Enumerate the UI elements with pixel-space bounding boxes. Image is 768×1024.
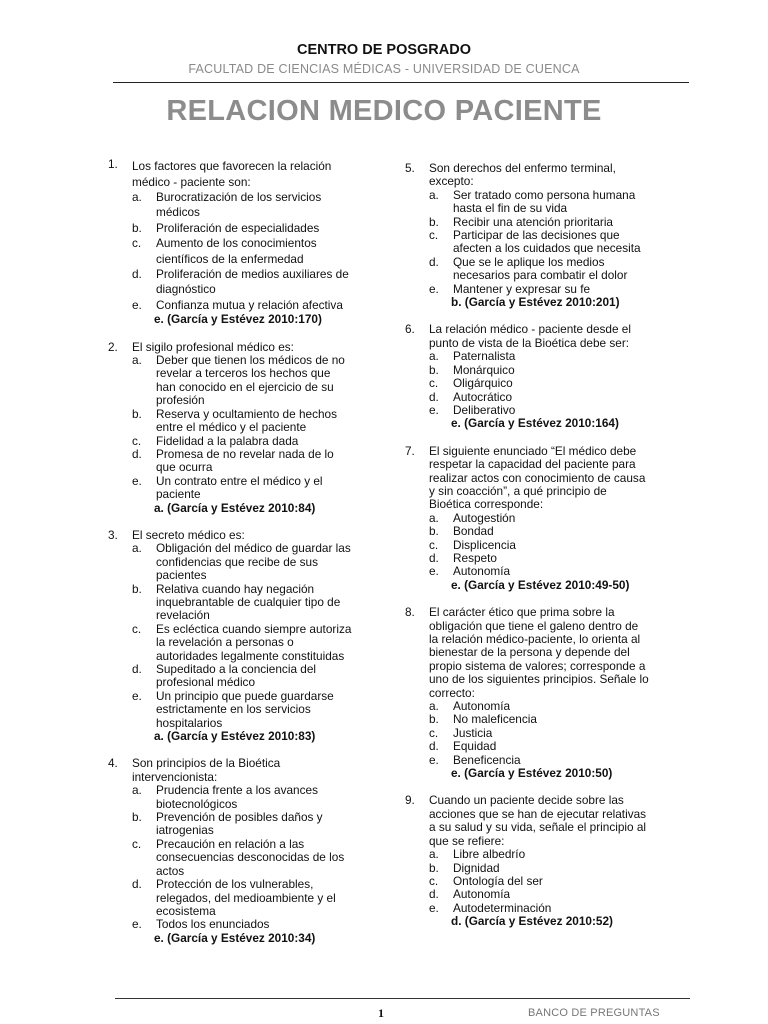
option-letter: c. bbox=[429, 376, 439, 391]
option-letter: d. bbox=[429, 739, 439, 754]
option-a bbox=[429, 350, 650, 363]
option-text: Aumento de los conocimientos científicos de la enfermedad bbox=[156, 236, 317, 266]
option-text: Deliberativo bbox=[453, 402, 516, 417]
option-e bbox=[429, 565, 650, 578]
option-c bbox=[429, 539, 650, 552]
question-text: Los factores que favorecen la relación médico - paciente son: bbox=[132, 159, 332, 189]
option-text: Dignidad bbox=[453, 860, 500, 875]
question-number: 4. bbox=[108, 756, 118, 771]
option-a bbox=[132, 354, 353, 408]
option-letter: e. bbox=[429, 752, 439, 767]
option-b bbox=[429, 862, 650, 875]
option-e bbox=[132, 298, 353, 313]
option-letter: d. bbox=[132, 267, 142, 282]
option-text: Autodeterminación bbox=[453, 900, 552, 915]
option-letter: e. bbox=[132, 297, 142, 312]
option-text: Bondad bbox=[453, 524, 494, 539]
option-letter: a. bbox=[429, 187, 439, 202]
question-4 bbox=[108, 757, 353, 945]
option-letter: c. bbox=[132, 433, 142, 448]
question-text: Son derechos del enfermo terminal, excepto: bbox=[429, 161, 616, 189]
question-text: El carácter ético que prima sobre la obligación que tiene el galeno dentro de la relación médico-paciente, lo orienta al bienestar de la persona y depende del propio sistema de valores; corresponde a uno de los siguientes principios. Señale lo correcto: bbox=[429, 605, 649, 700]
option-text: Autocrático bbox=[453, 389, 513, 404]
option-e bbox=[429, 902, 650, 915]
option-letter: d. bbox=[132, 446, 142, 461]
option-text: Un contrato entre el médico y el paciente bbox=[156, 473, 323, 502]
answer-key: e. (García y Estévez 2010:50) bbox=[451, 766, 613, 781]
option-letter: e. bbox=[429, 402, 439, 417]
option-a bbox=[429, 848, 650, 861]
answer-key: d. (García y Estévez 2010:52) bbox=[451, 914, 613, 929]
option-letter: b. bbox=[429, 214, 439, 229]
option-c bbox=[132, 623, 353, 663]
option-d bbox=[429, 740, 650, 753]
option-text: Promesa de no revelar nada de lo que ocurra bbox=[156, 446, 334, 475]
question-text: Cuando un paciente decide sobre las acciones que se han de ejecutar relativas a su salud y su vida, señale el principio al que se refiere: bbox=[429, 793, 647, 848]
option-c bbox=[429, 875, 650, 888]
option-letter: a. bbox=[132, 541, 142, 556]
question-number: 3. bbox=[108, 527, 118, 542]
document-header bbox=[0, 42, 768, 76]
option-a bbox=[429, 512, 650, 525]
option-d bbox=[429, 888, 650, 901]
option-e bbox=[429, 404, 650, 417]
option-text: No maleficencia bbox=[453, 712, 537, 727]
answer-key: b. (García y Estévez 2010:201) bbox=[451, 295, 620, 310]
option-letter: c. bbox=[132, 621, 142, 636]
option-letter: d. bbox=[429, 550, 439, 565]
question-2 bbox=[108, 341, 353, 515]
question-text: El siguiente enunciado “El médico debe respetar la capacidad del paciente para realizar actos con conocimiento de causa y sin coacción”, a qué principio de Bioética corresponde: bbox=[429, 443, 646, 512]
question-number: 8. bbox=[405, 605, 415, 620]
option-text: Respeto bbox=[453, 550, 497, 565]
option-text: Proliferación de medios auxiliares de diagnóstico bbox=[156, 267, 349, 297]
page-title: RELACION MEDICO PACIENTE bbox=[166, 95, 602, 127]
option-text: Paternalista bbox=[453, 349, 516, 364]
option-letter: d. bbox=[132, 877, 142, 892]
option-e bbox=[429, 283, 650, 296]
option-d bbox=[132, 663, 353, 690]
option-b bbox=[429, 713, 650, 726]
option-letter: c. bbox=[429, 725, 439, 740]
question-8 bbox=[405, 606, 650, 780]
question-number: 7. bbox=[405, 443, 415, 458]
option-c bbox=[429, 377, 650, 390]
option-letter: b. bbox=[132, 810, 142, 825]
option-text: Participar de las decisiones que afecten a los cuidados que necesita bbox=[453, 228, 641, 256]
question-text: Son principios de la Bioética intervencionista: bbox=[132, 756, 281, 784]
question-number: 9. bbox=[405, 793, 415, 808]
option-d bbox=[429, 391, 650, 404]
option-letter: d. bbox=[132, 662, 142, 676]
answer-key: e. (García y Estévez 2010:49-50) bbox=[451, 577, 630, 592]
option-text: Prudencia frente a los avances biotecnológicos bbox=[156, 783, 318, 811]
option-d bbox=[429, 256, 650, 283]
option-text: Justicia bbox=[453, 725, 493, 740]
faculty-name: FACULTAD DE CIENCIAS MÉDICAS - UNIVERSIDAD DE CUENCA bbox=[188, 62, 580, 76]
option-text: Recibir una atención prioritaria bbox=[453, 214, 613, 229]
page-number: 1 bbox=[378, 1006, 384, 1020]
option-text: Burocratización de los servicios médicos bbox=[156, 190, 322, 220]
option-text: Autonomía bbox=[453, 699, 511, 714]
option-text: Confianza mutua y relación afectiva bbox=[156, 297, 343, 312]
option-letter: b. bbox=[429, 860, 439, 875]
option-b bbox=[132, 408, 353, 435]
option-e bbox=[132, 475, 353, 502]
option-e bbox=[132, 918, 353, 931]
option-text: Prevención de posibles daños y iatrogenias bbox=[156, 810, 323, 838]
option-letter: e. bbox=[429, 564, 439, 579]
option-text: Un principio que puede guardarse estrictamente en los servicios hospitalarios bbox=[156, 688, 334, 730]
option-letter: d. bbox=[429, 887, 439, 902]
option-letter: a. bbox=[132, 353, 142, 368]
question-text: El secreto médico es: bbox=[132, 527, 245, 542]
question-6 bbox=[405, 323, 650, 430]
option-c bbox=[429, 727, 650, 740]
option-letter: a. bbox=[132, 783, 142, 798]
option-text: Fidelidad a la palabra dada bbox=[156, 433, 299, 448]
option-letter: e. bbox=[132, 473, 142, 488]
center-name: CENTRO DE POSGRADO bbox=[296, 42, 471, 58]
footer-label: BANCO DE PREGUNTAS bbox=[528, 1007, 660, 1019]
footer-divider bbox=[115, 998, 690, 999]
answer-key: a. (García y Estévez 2010:83) bbox=[154, 729, 316, 744]
option-text: Relativa cuando hay negación inquebrantable de cualquier tipo de revelación bbox=[156, 581, 341, 623]
question-7 bbox=[405, 445, 650, 592]
option-text: Es ecléctica cuando siempre autoriza la revelación a personas o autoridades legalmente constituidas bbox=[156, 621, 352, 663]
answer-key: e. (García y Estévez 2010:170) bbox=[154, 312, 322, 327]
option-text: Ser tratado como persona humana hasta el fin de su vida bbox=[453, 187, 636, 216]
option-a bbox=[429, 189, 650, 216]
option-text: Ontología del ser bbox=[453, 873, 543, 888]
question-text: El sigilo profesional médico es: bbox=[132, 339, 294, 354]
option-letter: a. bbox=[429, 349, 439, 364]
option-letter: b. bbox=[132, 220, 142, 235]
option-c bbox=[132, 435, 353, 448]
option-b bbox=[132, 221, 353, 236]
option-text: Proliferación de especialidades bbox=[156, 220, 320, 235]
option-d bbox=[132, 267, 353, 298]
option-letter: b. bbox=[132, 581, 142, 596]
option-text: Precaución en relación a las consecuencias desconocidas de los actos bbox=[156, 836, 345, 878]
option-b bbox=[429, 525, 650, 538]
option-letter: a. bbox=[429, 699, 439, 714]
option-text: Monárquico bbox=[453, 362, 515, 377]
question-1 bbox=[108, 158, 353, 327]
option-b bbox=[132, 811, 353, 838]
option-letter: e. bbox=[429, 900, 439, 915]
option-letter: b. bbox=[132, 406, 142, 421]
option-text: Displicencia bbox=[453, 537, 516, 552]
answer-key: a. (García y Estévez 2010:84) bbox=[154, 500, 316, 515]
option-a bbox=[429, 700, 650, 713]
option-letter: b. bbox=[429, 362, 439, 377]
option-letter: a. bbox=[429, 847, 439, 862]
option-letter: c. bbox=[429, 228, 439, 243]
option-d bbox=[429, 552, 650, 565]
left-column bbox=[108, 158, 353, 959]
option-text: Equidad bbox=[453, 739, 497, 754]
option-text: Libre albedrío bbox=[453, 847, 526, 862]
option-e bbox=[132, 690, 353, 730]
option-letter: a. bbox=[132, 190, 142, 204]
option-text: Todos los enunciados bbox=[156, 917, 270, 932]
answer-key: e. (García y Estévez 2010:164) bbox=[451, 416, 619, 431]
option-letter: c. bbox=[132, 236, 142, 251]
option-letter: e. bbox=[132, 688, 142, 703]
option-a bbox=[132, 784, 353, 811]
option-text: Reserva y ocultamiento de hechos entre el médico y el paciente bbox=[156, 406, 337, 435]
option-b bbox=[132, 583, 353, 623]
option-b bbox=[429, 364, 650, 377]
question-number: 2. bbox=[108, 339, 118, 354]
option-c bbox=[429, 229, 650, 256]
option-letter: a. bbox=[429, 510, 439, 525]
option-text: Autonomía bbox=[453, 887, 511, 902]
option-text: Beneficencia bbox=[453, 752, 521, 767]
option-letter: c. bbox=[132, 836, 142, 851]
option-letter: c. bbox=[429, 537, 439, 552]
option-text: Oligárquico bbox=[453, 376, 513, 391]
option-a bbox=[132, 542, 353, 582]
question-number: 6. bbox=[405, 322, 415, 337]
option-letter: e. bbox=[132, 917, 142, 932]
question-9 bbox=[405, 794, 650, 928]
question-number: 1. bbox=[108, 157, 118, 171]
option-text: Supeditado a la conciencia del profesional médico bbox=[156, 662, 317, 690]
option-letter: d. bbox=[429, 254, 439, 269]
option-e bbox=[429, 754, 650, 767]
header-divider bbox=[113, 82, 689, 83]
option-d bbox=[132, 448, 353, 475]
right-column bbox=[405, 162, 650, 943]
option-letter: c. bbox=[429, 873, 439, 888]
option-text: Mantener y expresar su fe bbox=[453, 281, 591, 296]
option-c bbox=[132, 838, 353, 878]
option-text: Autonomía bbox=[453, 564, 511, 579]
option-letter: b. bbox=[429, 712, 439, 727]
option-letter: b. bbox=[429, 524, 439, 539]
option-d bbox=[132, 878, 353, 918]
option-text: Que se le aplique los medios necesarios para combatir el dolor bbox=[453, 254, 628, 283]
question-text: La relación médico - paciente desde el punto de vista de la Bioética debe ser: bbox=[429, 322, 631, 350]
option-letter: e. bbox=[429, 281, 439, 296]
question-3 bbox=[108, 529, 353, 744]
option-text: Protección de los vulnerables, relegados, del medioambiente y el ecosistema bbox=[156, 877, 336, 918]
answer-key: e. (García y Estévez 2010:34) bbox=[154, 930, 316, 945]
option-letter: d. bbox=[429, 389, 439, 404]
option-text: Obligación del médico de guardar las confidencias que recibe de sus pacientes bbox=[156, 541, 351, 583]
option-b bbox=[429, 216, 650, 229]
option-text: Deber que tienen los médicos de no revelar a terceros los hechos que han conocido en el ejercicio de su profesión bbox=[156, 353, 345, 408]
option-c bbox=[132, 236, 353, 267]
question-number: 5. bbox=[405, 161, 415, 175]
option-a bbox=[132, 190, 353, 221]
option-text: Autogestión bbox=[453, 510, 516, 525]
question-5 bbox=[405, 162, 650, 309]
